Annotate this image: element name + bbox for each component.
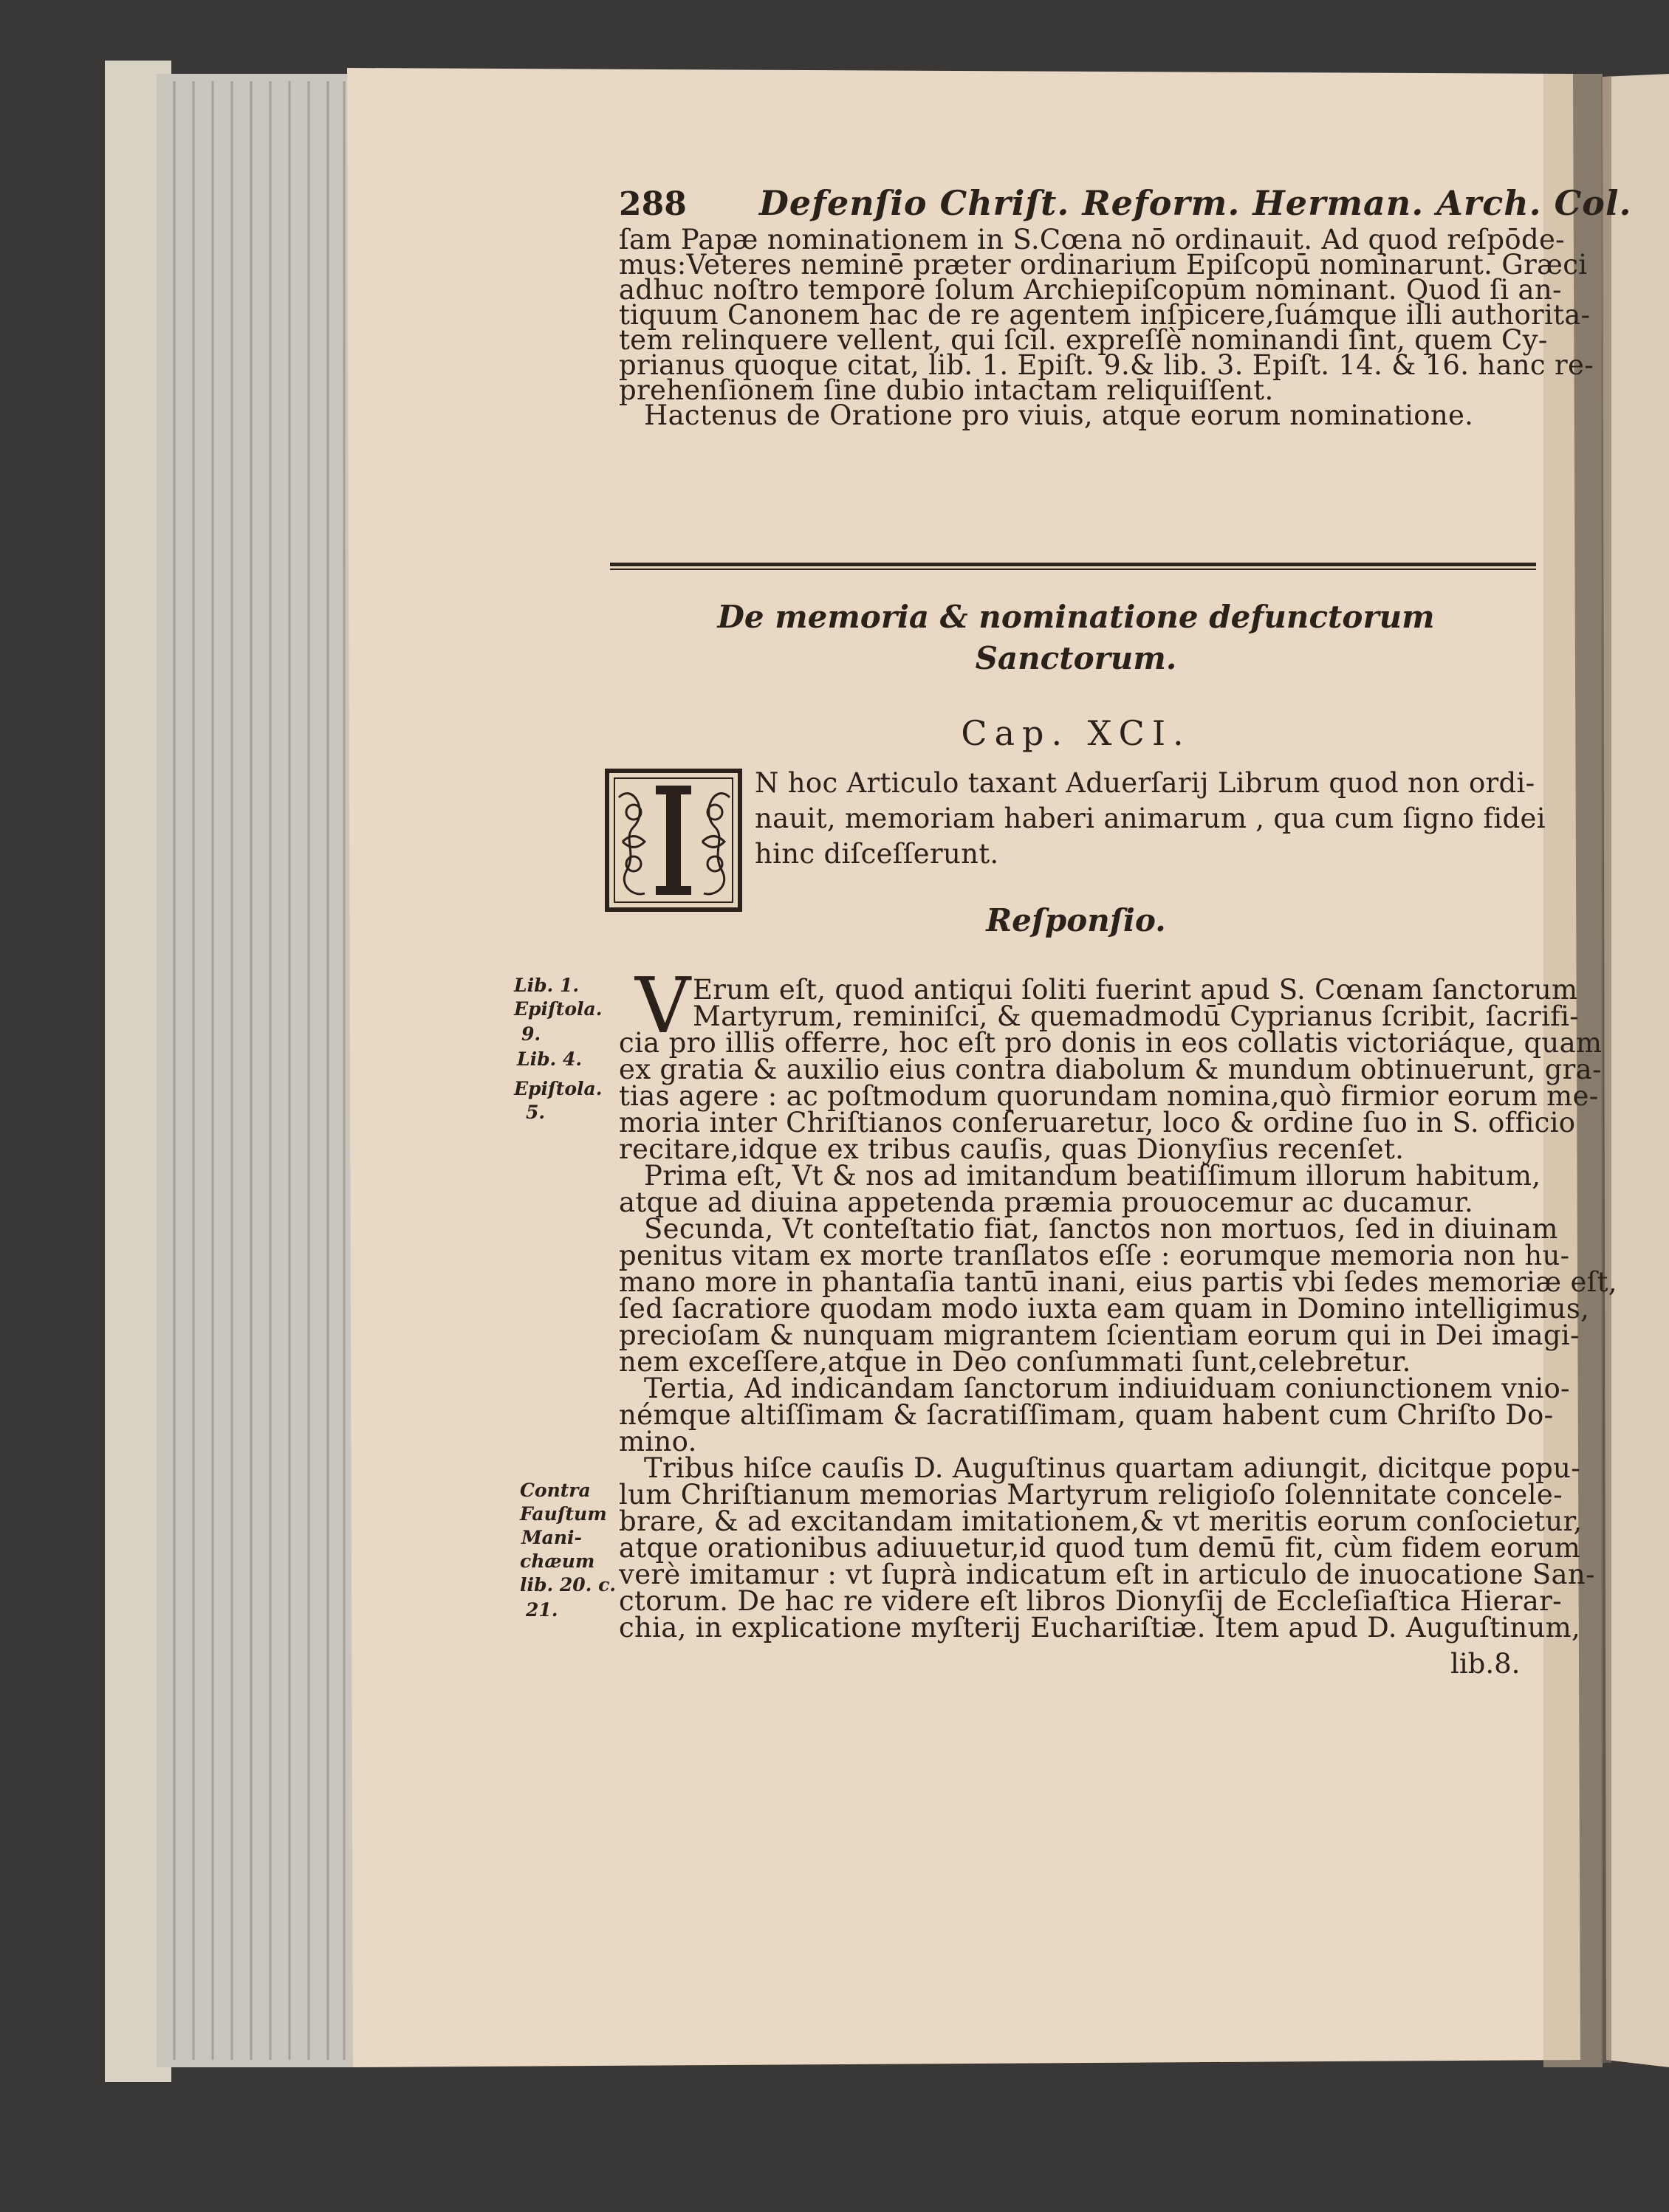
margin-note: chæum — [520, 1550, 595, 1572]
margin-note: Epiſtola. — [514, 998, 603, 1020]
text-line: verè imitamur : vt ſuprà indicatum eſt in articulo de inuocatione San- — [619, 1559, 1595, 1590]
text-line: Hactenus de Oratione pro viuis, atque eorum nominatione. — [644, 399, 1474, 431]
text-line: Tertia, Ad indicandam ſanctorum indiuiduam coniunctionem vnio- — [644, 1373, 1570, 1404]
text-line: mus:Veteres neminē præter ordinarium Epiſcopū nominarunt. Græci — [619, 249, 1588, 281]
decorated-initial-block — [604, 768, 743, 913]
text-line: penitus vitam ex morte tranſlatos eſſe : eorumque memoria non hu- — [619, 1240, 1570, 1271]
chapter-title-line-1: De memoria & nominatione defunctorum — [717, 599, 1435, 635]
text-line: mano more in phantaſia tantū inani, eius partis vbi ſedes memoriæ eſt, — [619, 1266, 1617, 1298]
text-line: moria inter Chriſtianos conſeruaretur, loco & ordine ſuo in S. officio — [619, 1107, 1576, 1138]
text-line: ſed ſacratiore quodam modo iuxta eam quam in Domino intelligimus, — [619, 1293, 1590, 1325]
text-line: atque ad diuina appetenda præmia prouocemur ac ducamur. — [619, 1186, 1474, 1218]
text-line: tem relinquere vellent, qui ſcil. expreſſè nominandi ſint, quem Cy- — [619, 324, 1548, 356]
decorated-initial-ornament — [604, 768, 743, 913]
text-line: atque orationibus adiuuetur,id quod tum demū fit, cùm fidem eorum — [619, 1532, 1581, 1564]
text-line: chia, in explicatione myſterij Euchariſtiæ. Item apud D. Auguſtinum, — [619, 1612, 1581, 1643]
text-line: nauit, memoriam haberi animarum , qua cum ſigno fidei — [755, 803, 1546, 834]
page-edges — [157, 74, 354, 2067]
chapter-title-line-2: Sanctorum. — [975, 640, 1177, 676]
text-line: Secunda, Vt conteſtatio fiat, ſanctos non mortuos, ſed in diuinam — [644, 1213, 1558, 1245]
text-line: némque altiſſimam & ſacratiſſimam, quam habent cum Chriſto Do- — [619, 1399, 1554, 1431]
text-line: N hoc Articulo taxant Aduerſarij Librum quod non ordi- — [755, 767, 1535, 799]
text-line: mino. — [619, 1426, 697, 1457]
text-line: hinc diſceſſerunt. — [755, 838, 999, 870]
text-line: Tribus hiſce cauſis D. Auguſtinus quartam adiungit, dicitque popu- — [644, 1452, 1580, 1484]
margin-note: Lib. 4. — [517, 1048, 583, 1070]
chapter-title — [613, 597, 1539, 679]
initial-letter-V: V — [635, 961, 691, 1051]
catchword: lib.8. — [1450, 1648, 1521, 1680]
text-line: cia pro illis offerre, hoc eſt pro donis in eos collatis victoriáque, quam — [619, 1027, 1603, 1059]
margin-note: 5. — [526, 1102, 546, 1123]
text-line: nem exceſſere,atque in Deo conſummati ſunt,celebretur. — [619, 1346, 1411, 1378]
margin-note: 21. — [526, 1599, 558, 1621]
text-line: prianus quoque citat, lib. 1. Epiſt. 9.& lib. 3. Epiſt. 14. & 16. hanc re- — [619, 349, 1594, 381]
chapter-number: Cap. XCI. — [961, 713, 1191, 753]
margin-note: Fauſtum — [520, 1503, 607, 1525]
text-line: tiquum Canonem hac de re agentem inſpicere,ſuámque illi authorita- — [619, 299, 1591, 331]
text-line: precioſam & nunquam migrantem ſcientiam eorum qui in Dei imagi- — [619, 1319, 1580, 1351]
text-line: adhuc noſtro tempore ſolum Archiepiſcopum nominant. Quod ſi an- — [619, 274, 1562, 306]
text-line: ex gratia & auxilio eius contra diabolum & mundum obtinuerunt, gra- — [619, 1054, 1602, 1085]
margin-note: Lib. 1. — [514, 975, 580, 996]
text-line: ſam Papæ nominationem in S.Cœna nō ordinauit. Ad quod reſpōde- — [619, 224, 1565, 255]
responsio-heading: Reſponſio. — [986, 902, 1166, 938]
text-line: Erum eſt, quod antiqui ſoliti fuerint apud S. Cœnam ſanctorum — [693, 974, 1578, 1006]
running-title: Defenſio Chriſt. Reform. Herman. Arch. Col. — [759, 183, 1632, 223]
text-line: lum Chriſtianum memorias Martyrum religioſo ſolennitate concele- — [619, 1479, 1563, 1511]
section-rule — [610, 563, 1536, 566]
margin-note: 9. — [521, 1023, 541, 1045]
margin-note: Contra — [520, 1480, 591, 1501]
text-line: Prima eſt, Vt & nos ad imitandum beatiſſimum illorum habitum, — [644, 1160, 1541, 1192]
text-line: recitare,idque ex tribus cauſis, quas Dionyſius recenſet. — [619, 1133, 1405, 1165]
margin-note: lib. 20. c. — [520, 1574, 617, 1596]
page-number: 288 — [619, 185, 687, 223]
section-rule-thin — [610, 569, 1536, 570]
text-line: prehenſionem ſine dubio intactam reliquiſſent. — [619, 374, 1274, 406]
text-line: brare, & ad excitandam imitationem,& vt meritis eorum conſocietur, — [619, 1505, 1583, 1537]
margin-note: Mani- — [521, 1527, 582, 1548]
running-header — [619, 183, 1632, 223]
text-line: Martyrum, reminiſci, & quemadmodū Cyprianus ſcribit, ſacrifi- — [693, 1000, 1580, 1032]
text-line: ctorum. De hac re videre eſt libros Dionyſij de Eccleſiaſtica Hierar- — [619, 1585, 1562, 1617]
margin-note: Epiſtola. — [514, 1078, 603, 1099]
facing-page — [1603, 74, 1669, 2067]
text-line: tias agere : ac poſtmodum quorundam nomina,quò firmior eorum me- — [619, 1080, 1599, 1112]
